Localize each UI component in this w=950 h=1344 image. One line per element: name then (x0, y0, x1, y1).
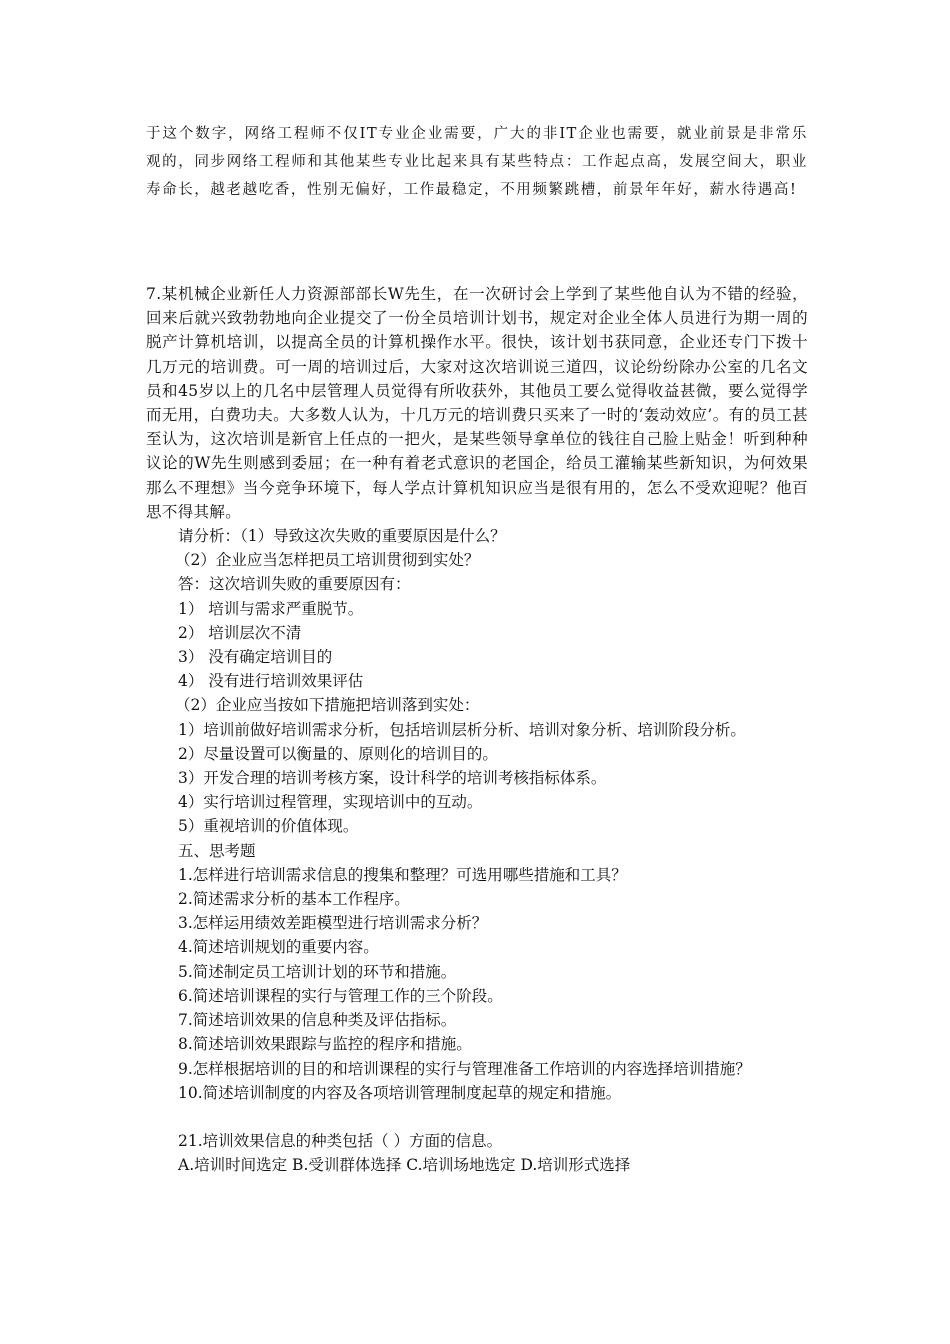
thinking-question: 9.怎样根据培训的目的和培训课程的实行与管理准备工作培训的内容选择培训措施？ (178, 1059, 751, 1078)
case-study-paragraph: 7.某机械企业新任人力资源部部长W先生，在一次研讨会上学到了某些他自认为不错的经验，回来后就兴致勃勃地向企业提交了一份全员培训计划书，规定对企业全体人员进行为期一周的脱产计算机培训，以提高全员的计算机操作水平。很快，该计划书获同意，企业还专门下拨十几万元的培训费。可一周的培训过后，大家对这次培训说三道四，议论纷纷除办公室的几名文员和45岁以上的几名中层管理人员觉得有所收获外，其他员工要么觉得收益甚微，要么觉得学而无用，白费功夫。大多数人认为，十几万元的培训费只买来了一时的‘轰动效应’。有的员工甚至认为，这次培训是新官上任点的一把火，是某些领导拿单位的钱往自己脸上贴金！听到种种议论的W先生则感到委屈；在一种有着老式意识的老国企，给员工灌输某些新知识，为何效果那么不理想》当今竞争环境下，每人学点计算机知识应当是很有用的，怎么不受欢迎呢？他百思不得其解。 (146, 285, 808, 521)
thinking-question: 6.简述培训课程的实行与管理工作的三个阶段。 (178, 986, 503, 1005)
thinking-question: 7.简述培训效果的信息种类及评估指标。 (178, 1011, 457, 1030)
measure-item: 4）实行培训过程管理，实现培训中的互动。 (178, 793, 483, 812)
measure-item: 1）培训前做好培训需求分析，包括培训层析分析、培训对象分析、培训阶段分析。 (178, 720, 746, 739)
thinking-question: 3.怎样运用绩效差距模型进行培训需求分析？ (178, 914, 488, 933)
thinking-question: 1.怎样进行培训需求信息的搜集和整理？可选用哪些措施和工具？ (178, 865, 627, 884)
measures-title: （2）企业应当按如下措施把培训落到实处： (175, 696, 480, 715)
intro-paragraph: 于这个数字，网络工程师不仅IT专业企业需要，广大的非IT企业也需要，就业前景是非常乐观的，同步网络工程师和其他某些专业比起来具有某些特点：工作起点高，发展空间大，职业寿命长，越老越吃香，性别无偏好，工作最稳定，不用频繁跳槽，前景年年好，薪水待遇高! (146, 126, 808, 198)
question-1: 请分析：（1）导致这次失败的重要原因是什么？ (178, 527, 506, 546)
thinking-question: 5.简述制定员工培训计划的环节和措施。 (178, 962, 457, 981)
question-21-stem: 21.培训效果信息的种类包括（ ）方面的信息。 (178, 1131, 503, 1150)
thinking-question: 8.简述培训效果跟踪与监控的程序和措施。 (178, 1035, 472, 1054)
thinking-question: 10.简述培训制度的内容及各项培训管理制度起草的规定和措施。 (178, 1083, 622, 1102)
main-content (146, 282, 808, 1177)
thinking-question: 4.简述培训规划的重要内容。 (178, 938, 379, 957)
measure-item: 2）尽量设置可以衡量的、原则化的培训目的。 (178, 744, 498, 763)
measure-item: 3）开发合理的培训考核方案，设计科学的培训考核指标体系。 (178, 769, 607, 788)
reason-item: 4） 没有进行培训效果评估 (178, 672, 364, 691)
spacer (146, 1105, 808, 1129)
question-2: （2）企业应当怎样把员工培训贯彻到实处？ (175, 551, 480, 570)
measure-item: 5）重视培训的价值体现。 (178, 817, 359, 836)
answer-intro: 答：这次培训失败的重要原因有： (178, 575, 411, 594)
reason-item: 1） 培训与需求严重脱节。 (178, 599, 364, 618)
thinking-question: 2.简述需求分析的基本工作程序。 (178, 890, 410, 909)
reason-item: 2） 培训层次不清 (178, 623, 302, 642)
question-21-options: A.培训时间选定 B.受训群体选择 C.培训场地选定 D.培训形式选择 (178, 1156, 631, 1175)
section-title: 五、思考题 (178, 841, 256, 860)
reason-item: 3） 没有确定培训目的 (178, 648, 333, 667)
